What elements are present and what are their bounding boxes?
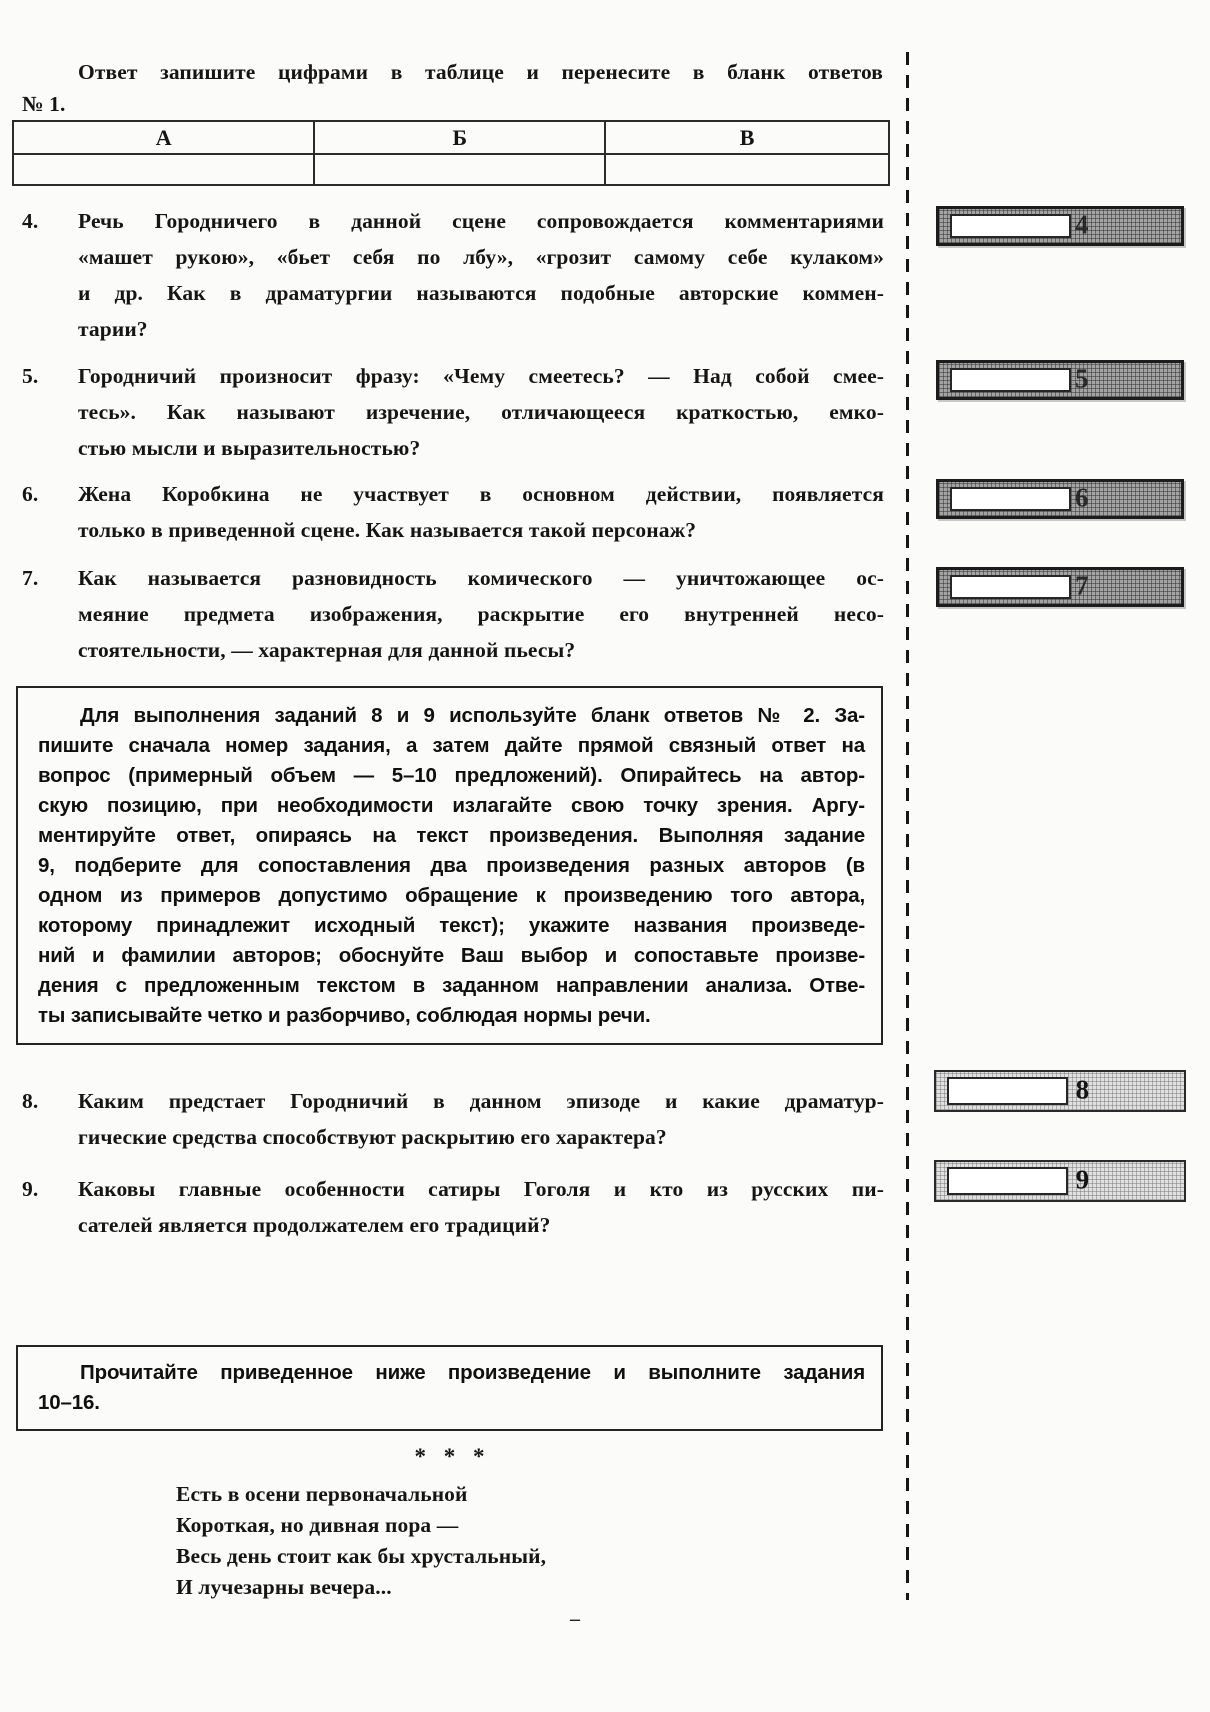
answer-table-header-v: В [605,121,889,154]
instruction-line: 9, подберите для сопоставления два произведения разных авторов (в [38,854,865,877]
poem-separator: * * * [414,1444,491,1469]
answer-write-box-8 [947,1077,1068,1105]
question-5-line: стью мысли и выразительностью? [78,436,421,460]
question-6-line: только в приведенной сцене. Как называется такой персонаж? [78,518,697,542]
question-5-line: Городничий произносит фразу: «Чему смеетесь? — Над собой смее- [78,364,884,388]
question-7-line: стоятельности, — характерная для данной пьесы? [78,638,576,662]
answer-strip-5-number: 5 [1075,363,1089,394]
answer-strip-9-number: 9 [1075,1164,1090,1195]
answer-table-header-b: Б [314,121,605,154]
question-6-line: Жена Коробкина не участвует в основном действии, появляется [78,482,884,506]
instruction-box-tasks-8-9 [16,686,883,1045]
question-8-number: 8. [22,1089,39,1113]
instruction-line: 10–16. [38,1391,100,1414]
question-9-line: сателей является продолжателем его традиций? [78,1213,551,1237]
instruction-line: ментируйте ответ, опираясь на текст произведения. Выполняя задание [38,824,865,847]
question-6-number: 6. [22,482,39,506]
answer-table-cell-v [605,154,889,185]
answer-table-cell-b [314,154,605,185]
question-8-line: Каким предстает Городничий в данном эпизоде и какие драматур- [78,1089,884,1113]
instruction-line: скую позицию, при необходимости излагайте свою точку зрения. Аргу- [38,794,865,817]
answer-write-box-6 [950,487,1071,511]
question-9-number: 9. [22,1177,39,1201]
question-7-number: 7. [22,566,39,590]
answer-strip-7 [936,567,1184,607]
instruction-line: одном из примеров допустимо обращение к произведению того автора, [38,884,865,907]
question-4-line: Речь Городничего в данной сцене сопровождается комментариями [78,209,884,233]
poem-line: И лучезарны вечера... [176,1575,392,1599]
instruction-line: Прочитайте приведенное ниже произведение и выполните задания [80,1361,865,1384]
answer-strip-6-number: 6 [1075,482,1089,513]
question-5 [22,358,884,466]
answer-write-box-7 [950,575,1071,599]
question-9 [22,1171,884,1243]
answer-strip-4-number: 4 [1075,209,1089,240]
question-4-number: 4. [22,209,39,233]
poem-text [176,1479,546,1603]
instruction-line: дения с предложенным текстом в заданном направлении анализа. Отве- [38,974,865,997]
question-4-line: «машет рукою», «бьет себя по лбу», «грозит самому себе кулаком» [78,245,884,269]
answer-strip-9 [934,1160,1186,1202]
answer-strip-5 [936,360,1184,400]
intro-line-1: Ответ запишите цифрами в таблице и перенесите в бланк ответов [78,60,883,84]
answer-table-cell-a [13,154,314,185]
answer-write-box-4 [950,214,1071,238]
answer-strip-6 [936,479,1184,519]
question-6 [22,476,884,548]
instruction-box-tasks-10-16 [16,1345,883,1431]
question-7-line: Как называется разновидность комического — уничтожающее ос- [78,566,884,590]
poem-line: Есть в осени первоначальной [176,1482,468,1506]
answer-write-box-9 [947,1167,1068,1195]
answer-strip-8 [934,1070,1186,1112]
question-8 [22,1083,884,1155]
answer-table-header-a: А [13,121,314,154]
answer-table [12,120,890,186]
answer-strip-4 [936,206,1184,246]
question-8-line: гические средства способствуют раскрытию его характера? [78,1125,667,1149]
page-bottom-mark: – [570,1608,580,1630]
answer-table-header-row [13,121,889,154]
question-9-line: Каковы главные особенности сатиры Гоголя и кто из русских пи- [78,1177,884,1201]
poem-line: Весь день стоит как бы хрустальный, [176,1544,547,1568]
instruction-line: которому принадлежит исходный текст); укажите названия произведе- [38,914,865,937]
intro-line-2: № 1. [22,92,66,116]
answer-write-box-5 [950,368,1071,392]
question-5-line: тесь». Как называют изречение, отличающееся краткостью, емко- [78,400,884,424]
instruction-line: ний и фамилии авторов; обоснуйте Ваш выбор и сопоставьте произве- [38,944,865,967]
answer-table-input-row [13,154,889,185]
question-4-line: тарии? [78,317,148,341]
question-7-line: меяние предмета изображения, раскрытие его внутренней несо- [78,602,884,626]
question-4-line: и др. Как в драматургии называются подобные авторские коммен- [78,281,884,305]
instruction-line: ты записывайте четко и разборчиво, соблюдая нормы речи. [38,1004,651,1027]
question-4 [22,203,884,347]
instruction-line: Для выполнения заданий 8 и 9 используйте бланк ответов № 2. За- [80,704,865,727]
answer-strip-7-number: 7 [1075,570,1089,601]
instruction-line: пишите сначала номер задания, а затем дайте прямой связный ответ на [38,734,865,757]
answer-strip-8-number: 8 [1075,1074,1090,1105]
question-7 [22,560,884,668]
question-5-number: 5. [22,364,39,388]
intro-paragraph [22,56,883,120]
dashed-cut-line [906,52,909,1600]
instruction-line: вопрос (примерный объем — 5–10 предложений). Опирайтесь на автор- [38,764,865,787]
poem-line: Короткая, но дивная пора — [176,1513,459,1537]
